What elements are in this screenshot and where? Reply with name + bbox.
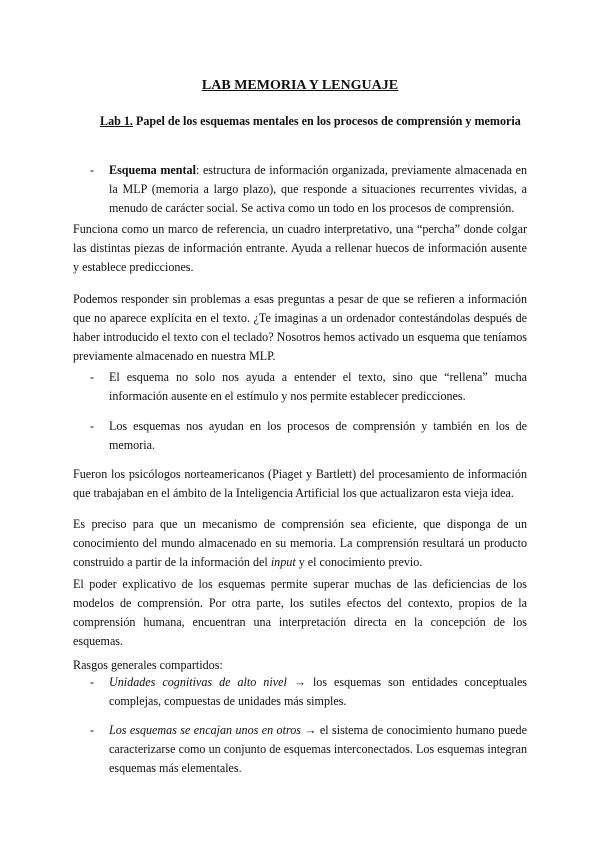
- paragraph-5: El poder explicativo de los esquemas permite superar muchas de las deficiencias de los modelos de comprensión. Por otra parte, los sutiles efectos del contexto, propios de la comprensión humana, encuentran una interpretación directa en la concepción de los esquemas.: [73, 577, 527, 648]
- document-title: LAB MEMORIA Y LENGUAJE: [201, 78, 399, 93]
- lab-heading-text: Papel de los esquemas mentales en los procesos de comprensión y memoria: [135, 114, 521, 128]
- lab-heading-label: Lab 1.: [100, 114, 133, 128]
- schema-term: Esquema mental: [109, 163, 196, 177]
- trait-1-name: Unidades cognitivas de alto nivel: [109, 675, 287, 689]
- arrow-icon: →: [293, 675, 306, 689]
- paragraph-4: [73, 515, 527, 572]
- paragraph-4-text-end: y el conocimiento previo.: [295, 555, 423, 569]
- bullet-dash: -: [90, 419, 95, 433]
- trait-item-2: [109, 721, 527, 778]
- trait-2-name: Los esquemas se encajan unos en otros: [109, 723, 301, 737]
- arrow-icon: →: [304, 723, 317, 737]
- paragraph-3: Fueron los psicólogos norteamericanos (Piaget y Bartlett) del procesamiento de información que trabajaban en el ámbito de la Inteligencia Artificial los que actualizaron esta vieja idea.: [73, 467, 527, 500]
- paragraph-4-text: Es preciso para que un mecanismo de comprensión sea eficiente, que disponga de un conocimiento del mundo almacenado en su memoria. La comprensión resultará un producto construido a partir de la información del: [73, 517, 527, 569]
- trait-1-text: los esquemas son entidades conceptuales complejas, compuestas de unidades más simples.: [109, 675, 528, 708]
- bullet-dash: -: [90, 163, 95, 177]
- bullet-item-2: Los esquemas nos ayudan en los procesos de comprensión y también en los de memoria.: [109, 419, 527, 452]
- trait-2-text: el sistema de conocimiento humano puede caracterizarse como un conjunto de esquemas interconectados. Los esquemas integran esquemas más elementales.: [109, 723, 527, 775]
- bullet-dash: -: [90, 675, 95, 689]
- paragraph-1: Funciona como un marco de referencia, un cuadro interpretativo, una “percha” donde colgar las distintas piezas de información entrante. Ayuda a rellenar huecos de información ausente y establece predicciones.: [73, 222, 527, 274]
- lab-heading: [100, 112, 527, 130]
- paragraph-2: Podemos responder sin problemas a esas preguntas a pesar de que se refieren a información que no aparece explícita en el texto. ¿Te imaginas a un ordenador contestándolas después de haber introducido el texto con el teclado? Nosotros hemos activado un esquema que teníamos previamente almacenado en nuestra MLP.: [73, 292, 527, 363]
- traits-intro: Rasgos generales compartidos:: [73, 658, 223, 672]
- input-term: input: [270, 555, 296, 569]
- bullet-dash: -: [90, 370, 95, 384]
- schema-definition-text: : estructura de información organizada, previamente almacenada en la MLP (memoria a largo plazo), que responde a situaciones recurrentes vividas, a menudo de carácter social. Se activa como un todo en los procesos de comprensión.: [109, 163, 527, 215]
- bullet-item-1: El esquema no solo nos ayuda a entender el texto, sino que “rellena” mucha información ausente en el estímulo y nos permite establecer predicciones.: [109, 370, 527, 403]
- trait-item-1: [109, 673, 527, 711]
- bullet-dash: -: [90, 723, 95, 737]
- schema-definition: [109, 161, 527, 218]
